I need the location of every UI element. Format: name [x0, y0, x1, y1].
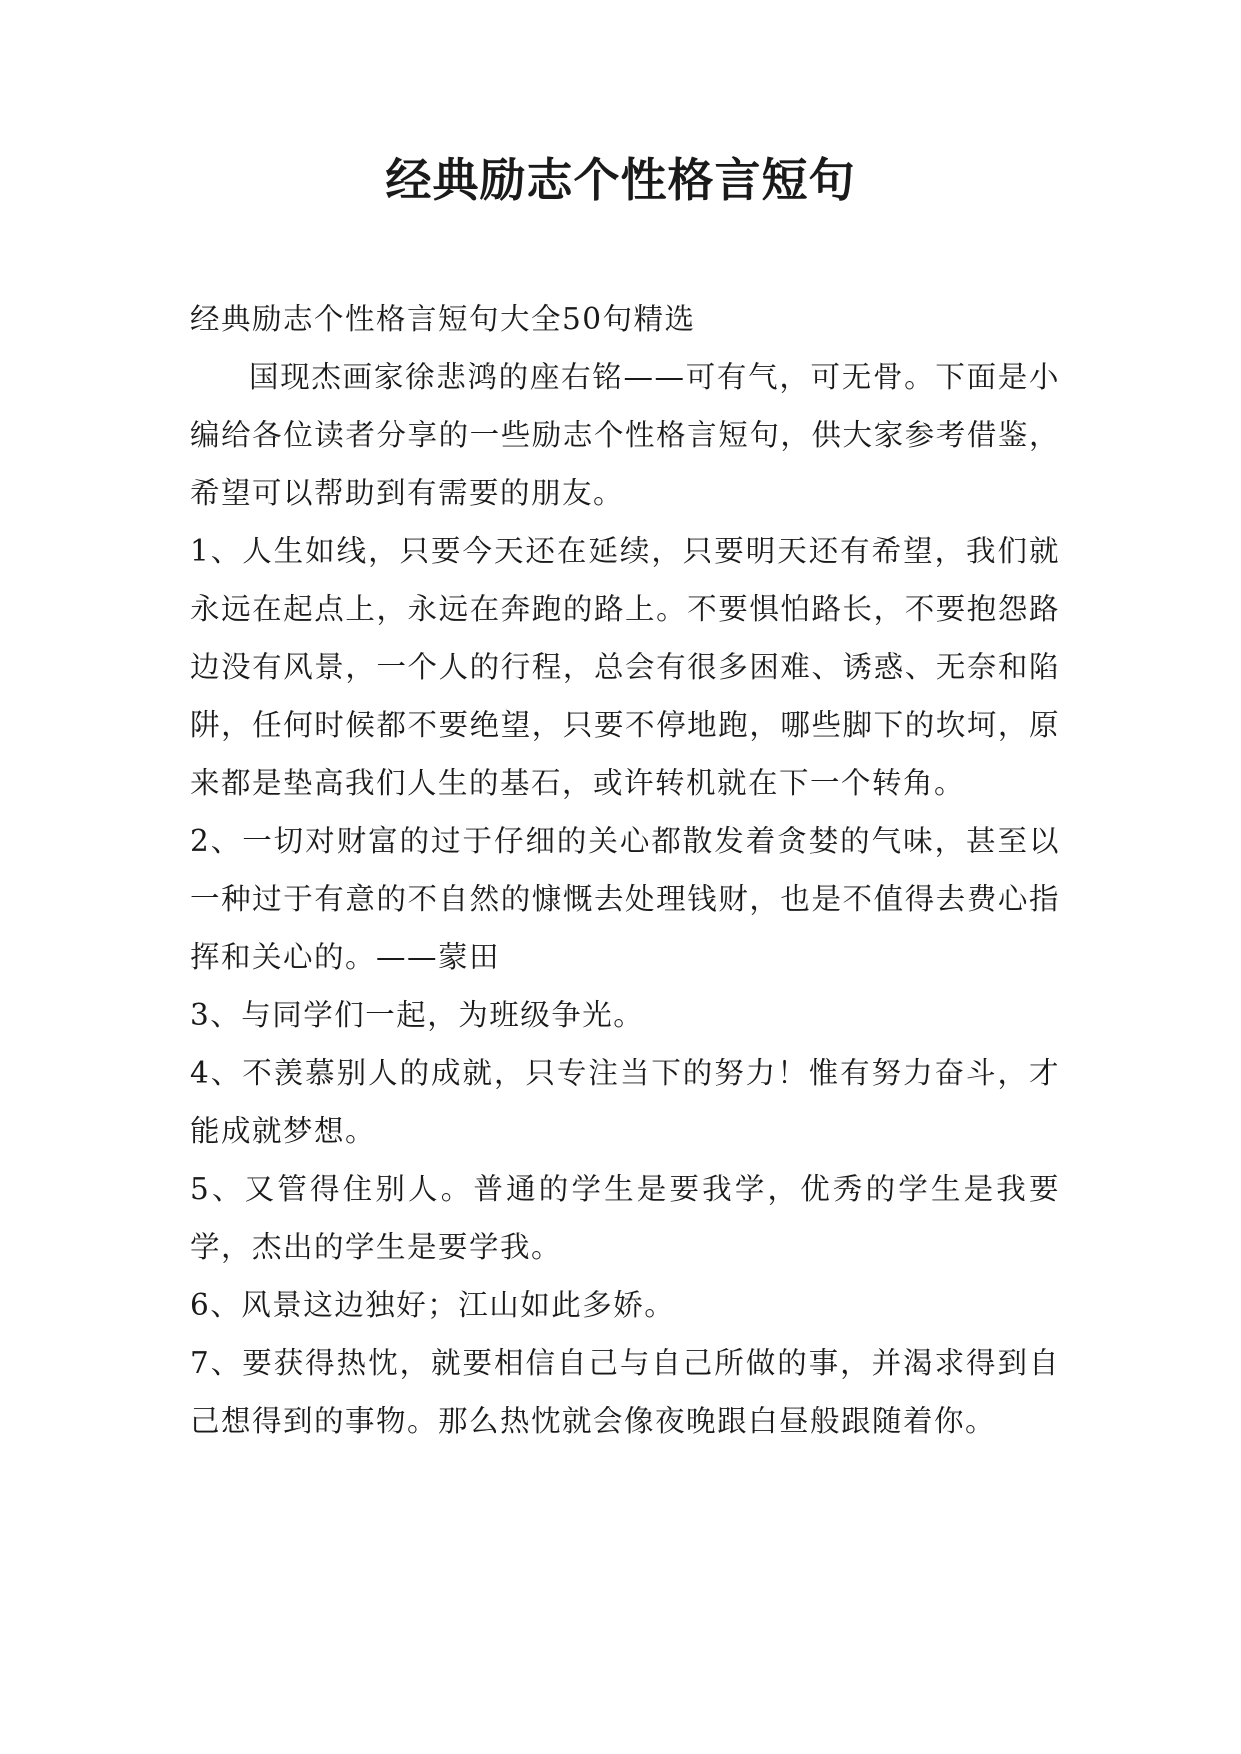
quote-item-2: 2、一切对财富的过于仔细的关心都散发着贪婪的气味，甚至以一种过于有意的不自然的慷慨去处理钱财，也是不值得去费心指挥和关心的。——蒙田 [190, 824, 1060, 974]
quote-item-7: 7、要获得热忱，就要相信自己与自己所做的事，并渴求得到自己想得到的事物。那么热忱就会像夜晚跟白昼般跟随着你。 [190, 1346, 1060, 1438]
document-title: 经典励志个性格言短句 [385, 153, 856, 207]
quote-item-5: 5、又管得住别人。普通的学生是要我学，优秀的学生是我要学，杰出的学生是要学我。 [190, 1172, 1060, 1264]
document-body [190, 290, 1060, 1450]
quote-item-1: 1、人生如线，只要今天还在延续，只要明天还有希望，我们就永远在起点上，永远在奔跑的路上。不要惧怕路长，不要抱怨路边没有风景，一个人的行程，总会有很多困难、诱惑、无奈和陷阱，任何时候都不要绝望，只要不停地跑，哪些脚下的坎坷，原来都是垫高我们人生的基石，或许转机就在下一个转角。 [190, 534, 1060, 800]
quote-item-6: 6、风景这边独好；江山如此多娇。 [190, 1288, 676, 1322]
document-subtitle: 经典励志个性格言短句大全50句精选 [190, 302, 696, 336]
intro-paragraph: 国现杰画家徐悲鸿的座右铭——可有气，可无骨。下面是小编给各位读者分享的一些励志个性格言短句，供大家参考借鉴，希望可以帮助到有需要的朋友。 [190, 360, 1060, 510]
quote-item-3: 3、与同学们一起，为班级争光。 [190, 998, 645, 1032]
quote-item-4: 4、不羡慕别人的成就，只专注当下的努力！惟有努力奋斗，才能成就梦想。 [190, 1056, 1060, 1148]
